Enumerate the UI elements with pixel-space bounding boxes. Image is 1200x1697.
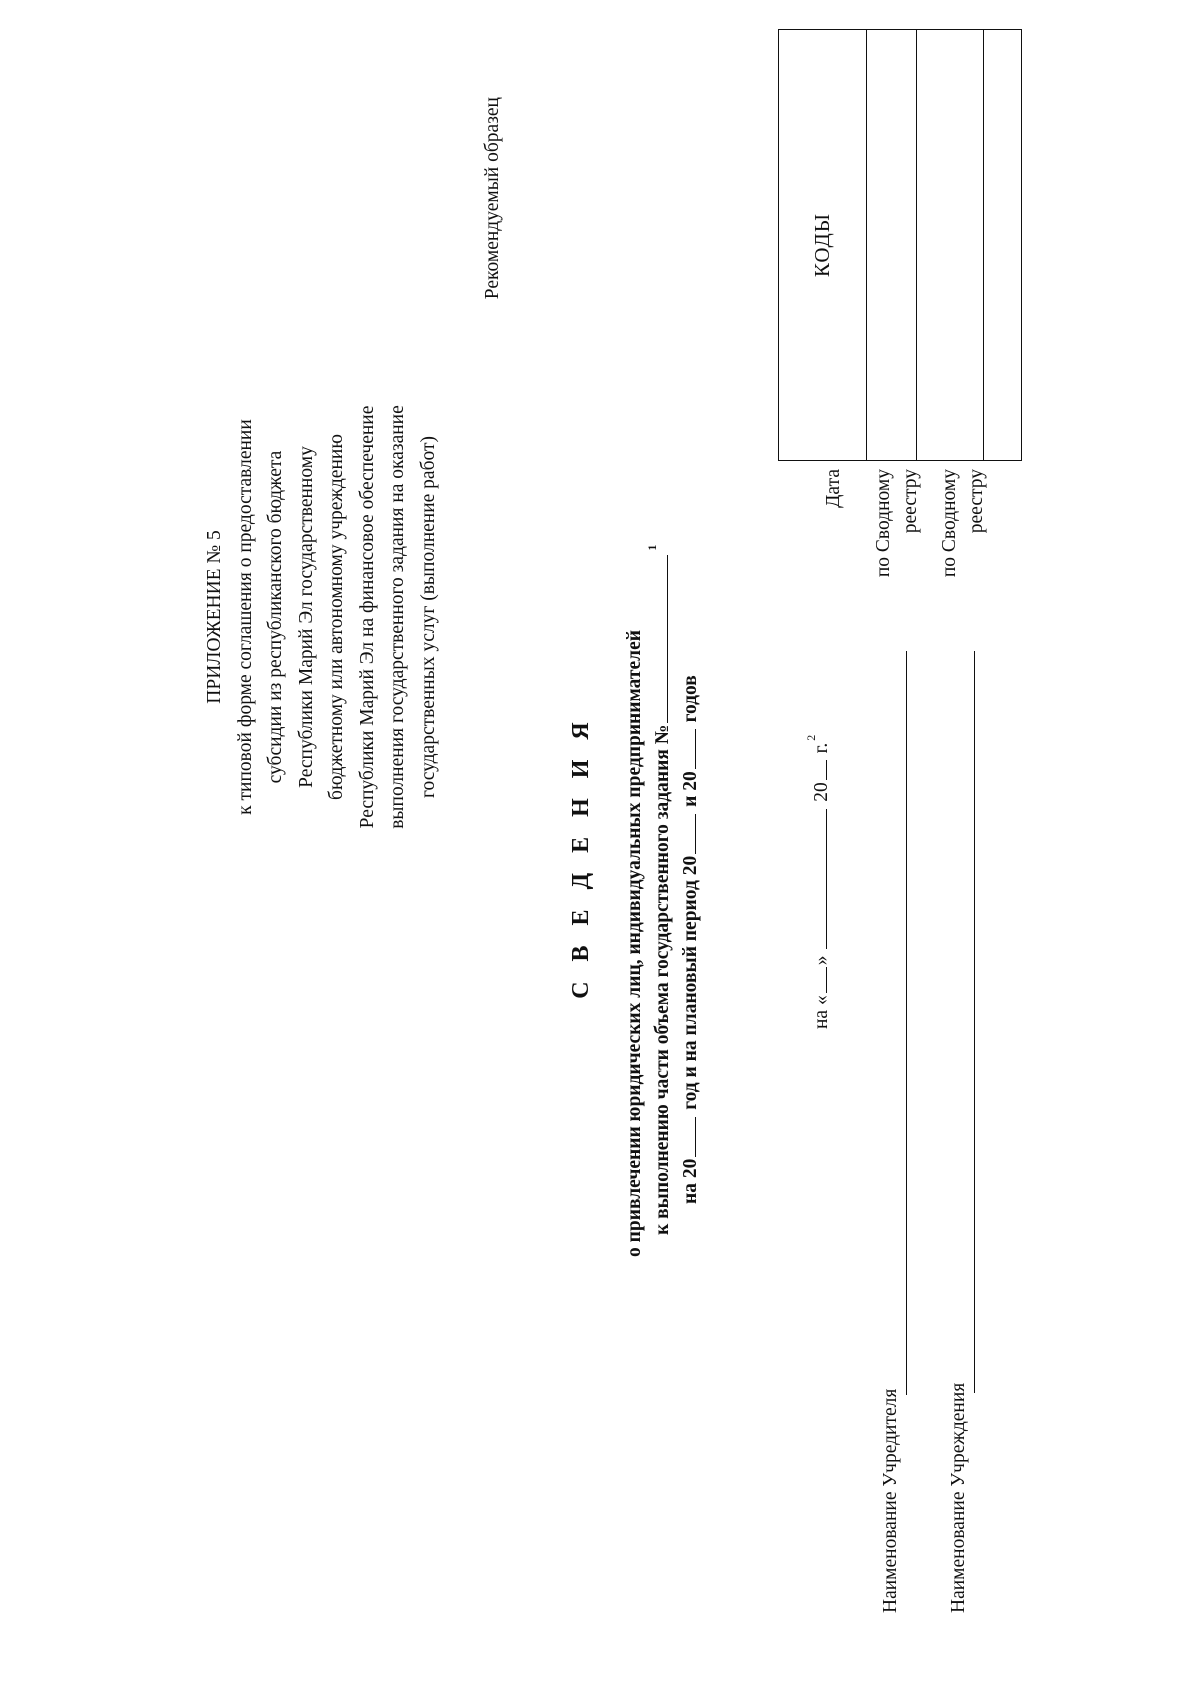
planning-and-text: и 20 bbox=[680, 771, 701, 807]
codes-table bbox=[778, 29, 1022, 461]
task-number-blank[interactable] bbox=[649, 555, 668, 723]
planning-period-text: год и на плановый период 20 bbox=[680, 855, 701, 1110]
code-cell-registry-institution[interactable] bbox=[984, 30, 1021, 460]
row-label-registry-1-line2: реестру bbox=[900, 469, 921, 534]
report-date-line bbox=[804, 734, 833, 1029]
appendix-line: выполнения государственного задания на оказание bbox=[387, 405, 408, 829]
planning-year-2-blank[interactable] bbox=[677, 729, 696, 769]
date-suffix: г. bbox=[811, 742, 832, 754]
subtitle-line-2-text: к выполнению части объема государственного задания № bbox=[652, 724, 673, 1235]
document-title: С В Е Д Е Н И Я bbox=[568, 715, 594, 999]
codes-header: КОДЫ bbox=[779, 30, 867, 460]
row-label-registry-2-line2: реестру bbox=[966, 469, 987, 534]
institution-label: Наименование Учреждения bbox=[948, 1382, 969, 1613]
day-blank[interactable] bbox=[808, 967, 827, 993]
appendix-line: к типовой форме соглашения о предоставлении bbox=[234, 419, 256, 815]
subtitle-line-2 bbox=[645, 544, 679, 1235]
founder-label: Наименование Учредителя bbox=[880, 1388, 901, 1613]
footnote-1: 1 bbox=[645, 544, 659, 551]
year-blank[interactable] bbox=[677, 1117, 696, 1157]
row-label-registry-1-line1: по Сводному bbox=[873, 469, 894, 578]
years-text: годов bbox=[680, 675, 701, 723]
appendix-line: государственных услуг (выполнение работ) bbox=[417, 435, 439, 799]
recommended-sample-label: Рекомендуемый образец bbox=[482, 97, 503, 300]
date-prefix: на « bbox=[811, 995, 832, 1029]
row-label-date-text: Дата bbox=[823, 469, 844, 508]
code-cell-registry-founder[interactable] bbox=[917, 30, 984, 460]
row-label-date bbox=[820, 469, 847, 597]
code-cell-date[interactable] bbox=[867, 30, 917, 460]
appendix-line: Республики Марий Эл государственному bbox=[295, 446, 317, 788]
footnote-2: 2 bbox=[804, 734, 818, 741]
institution-input-line[interactable] bbox=[974, 651, 975, 1393]
appendix-line: Республики Марий Эл на финансовое обеспечение bbox=[356, 405, 378, 829]
row-label-registry-1 bbox=[870, 469, 924, 597]
date-quote-close: » bbox=[811, 955, 832, 966]
subtitle-line-1: о привлечении юридических лиц, индивидуальных предпринимателей bbox=[624, 630, 645, 1257]
date-year-blank[interactable] bbox=[808, 760, 827, 780]
year-prefix: на 20 bbox=[680, 1158, 701, 1204]
subtitle-line-3 bbox=[676, 675, 706, 1204]
row-label-registry-2 bbox=[936, 469, 990, 597]
appendix-line: бюджетному или автономному учреждению bbox=[326, 434, 347, 800]
appendix-header bbox=[200, 197, 444, 1037]
planning-year-1-blank[interactable] bbox=[677, 814, 696, 854]
founder-input-line[interactable] bbox=[906, 651, 907, 1395]
row-label-registry-2-line1: по Сводному bbox=[939, 469, 960, 578]
date-year-prefix: 20 bbox=[811, 782, 832, 802]
month-blank[interactable] bbox=[808, 809, 827, 949]
appendix-title: ПРИЛОЖЕНИЕ № 5 bbox=[204, 530, 225, 704]
appendix-line: субсидии из республиканского бюджета bbox=[265, 450, 286, 784]
